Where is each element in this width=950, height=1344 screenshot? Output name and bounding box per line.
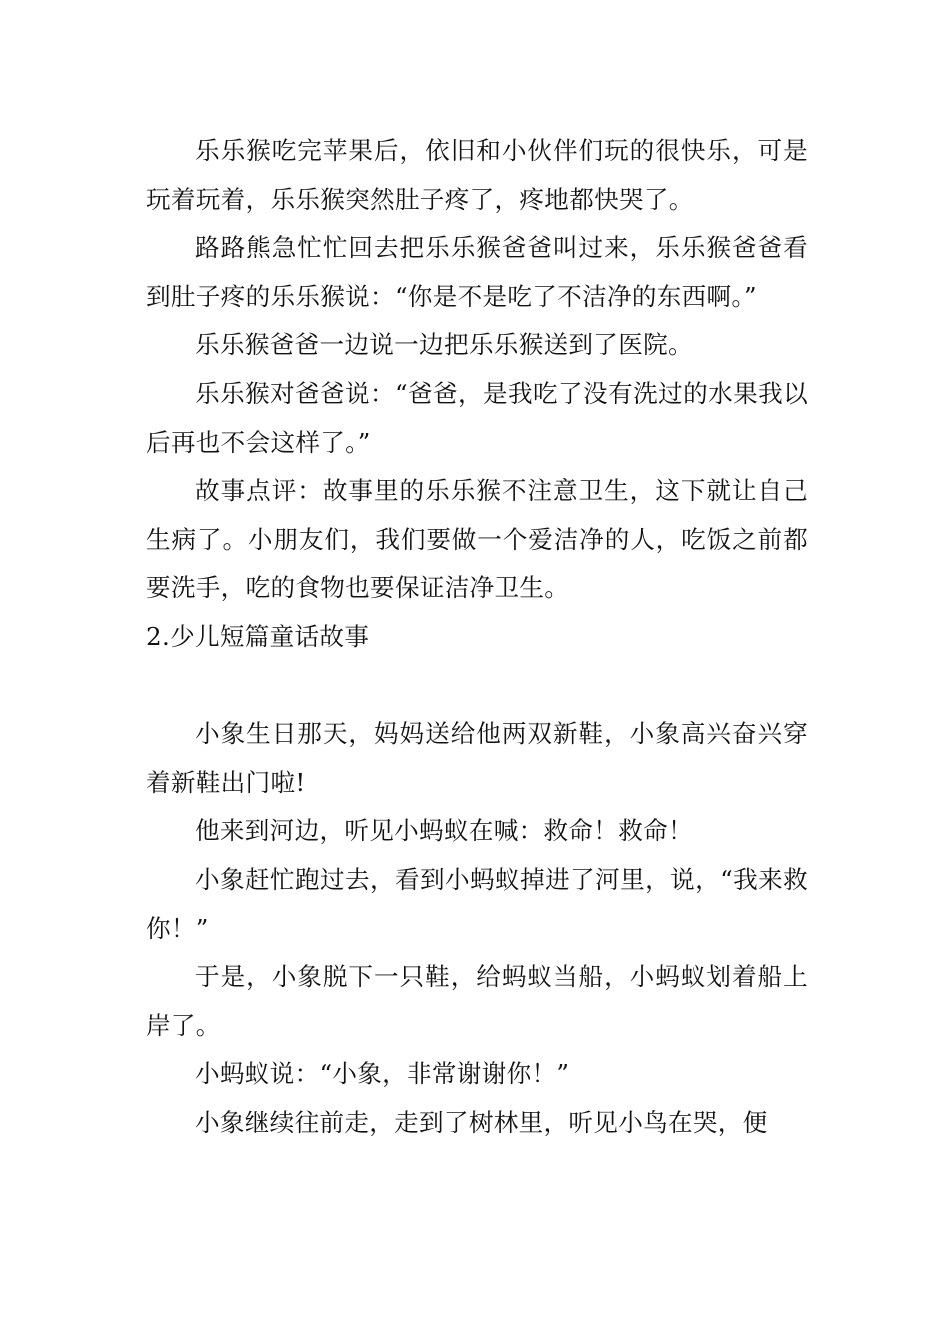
paragraph: 路路熊急忙忙回去把乐乐猴爸爸叫过来，乐乐猴爸爸看到肚子疼的乐乐猴说：“你是不是吃了不洁净的东西啊。” [146, 233, 808, 311]
paragraph: 乐乐猴对爸爸说：“爸爸，是我吃了没有洗过的水果我以后再也不会这样了。” [146, 378, 808, 457]
paragraph: 小象继续往前走，走到了树林里，听见小鸟在哭，便 [195, 1107, 768, 1137]
paragraph: 小蚂蚁说：“小象，非常谢谢你！” [195, 1059, 570, 1089]
paragraph: 乐乐猴吃完苹果后，依旧和小伙伴们玩的很快乐，可是玩着玩着，乐乐猴突然肚子疼了，疼地都快哭了。 [146, 136, 808, 214]
blank-line [146, 662, 808, 711]
paragraph: 他来到河边，听见小蚂蚁在喊：救命！救命！ [195, 816, 693, 846]
section-heading: 2.少儿短篇童话故事 [146, 621, 370, 651]
paragraph: 故事点评：故事里的乐乐猴不注意卫生，这下就让自己生病了。小朋友们，我们要做一个爱洁净的人，吃饭之前都要洗手，吃的食物也要保证洁净卫生。 [146, 476, 808, 603]
document-page [146, 127, 808, 1147]
paragraph: 小象生日那天，妈妈送给他两双新鞋，小象高兴奋兴穿着新鞋出门啦! [146, 719, 808, 797]
paragraph: 乐乐猴爸爸一边说一边把乐乐猴送到了医院。 [195, 330, 693, 360]
paragraph: 小象赶忙跑过去，看到小蚂蚁掉进了河里，说，“我来救你！” [146, 864, 808, 943]
paragraph: 于是，小象脱下一只鞋，给蚂蚁当船，小蚂蚁划着船上岸了。 [146, 962, 808, 1040]
